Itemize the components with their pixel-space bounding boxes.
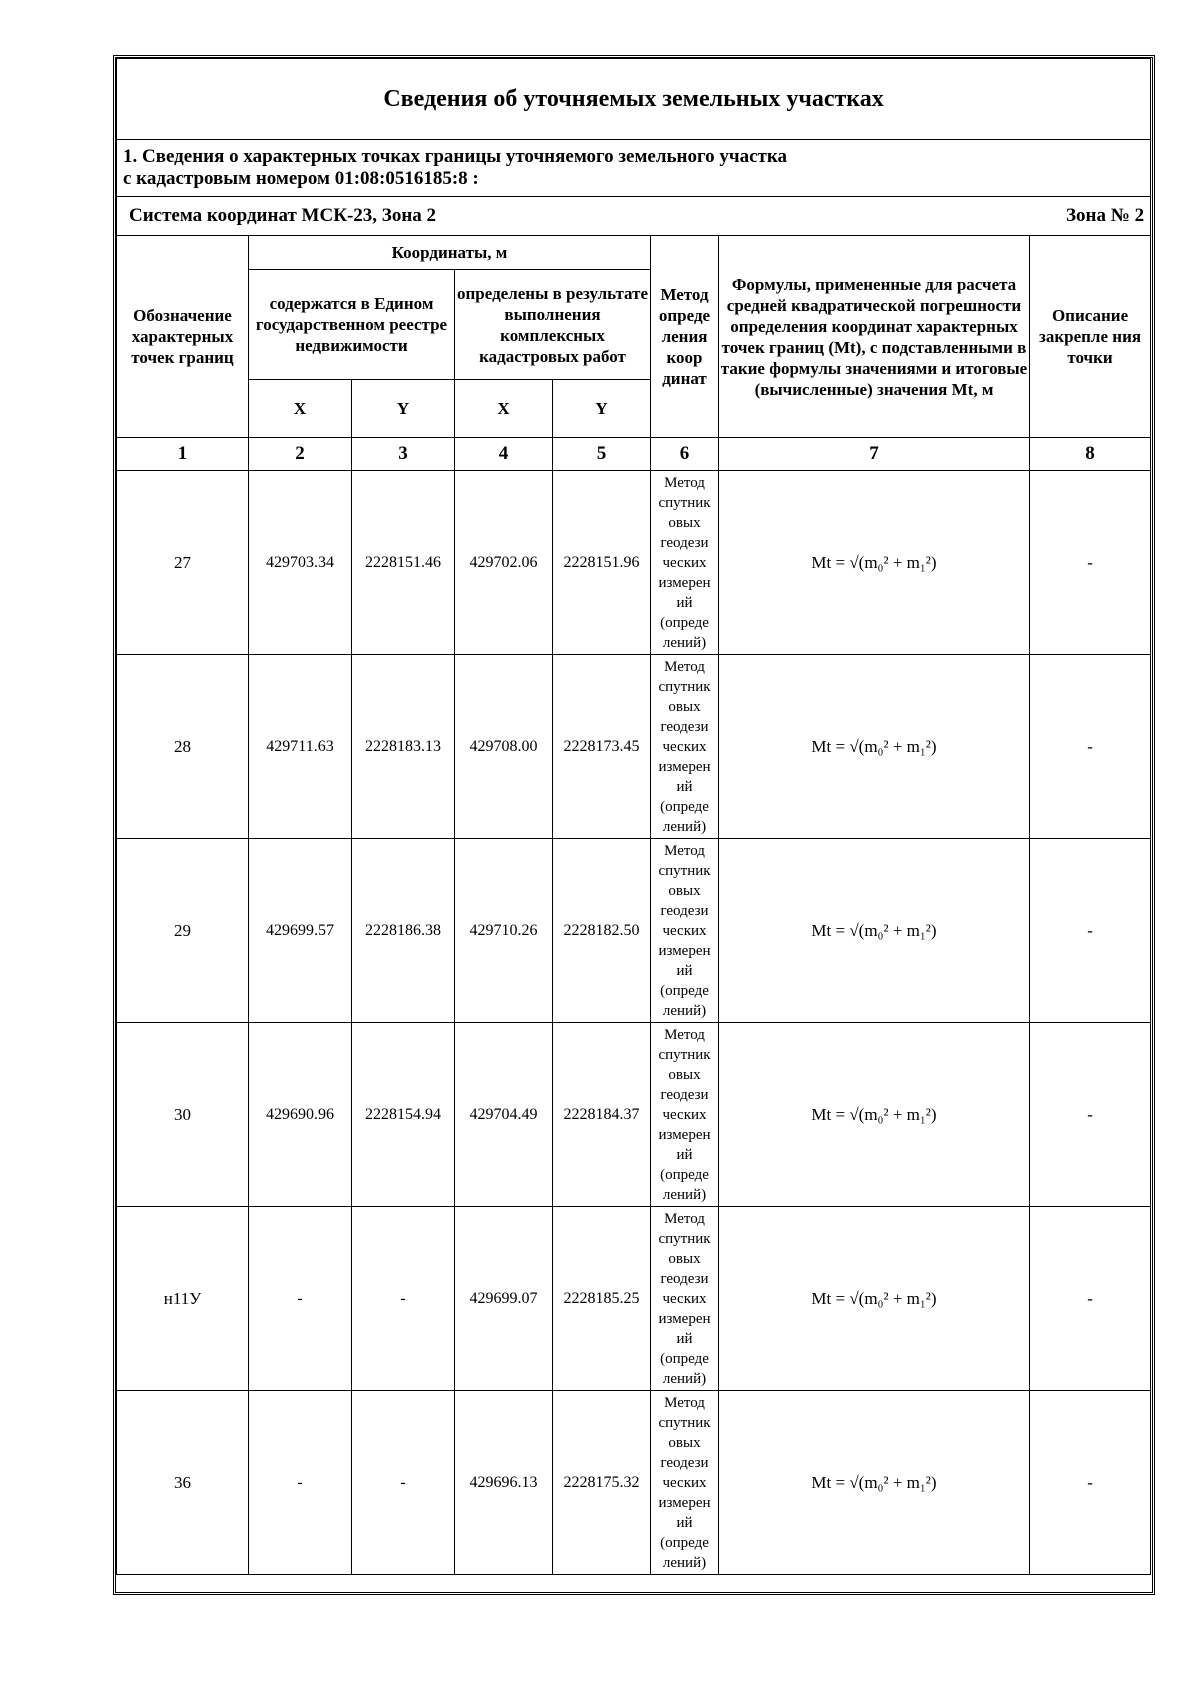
table-row <box>117 839 1151 1023</box>
point-cell: н11У <box>117 1207 249 1391</box>
x2-cell: 429696.13 <box>455 1391 553 1575</box>
formula-cell: Mt = √(m₀² + m₁²) <box>719 1391 1030 1575</box>
page-title: Сведения об уточняемых земельных участках <box>117 59 1151 140</box>
header-x1: X <box>249 380 352 438</box>
header-y1: Y <box>352 380 455 438</box>
col-number: 1 <box>117 438 249 471</box>
method-cell: Метод спутник овых геодези ческих измерен ий (опреде лений) <box>651 1391 719 1575</box>
x2-cell: 429702.06 <box>455 471 553 655</box>
coord-system-row <box>117 197 1151 236</box>
zone-number: Зона № 2 <box>1066 205 1145 226</box>
point-cell: 27 <box>117 471 249 655</box>
table-row <box>117 1391 1151 1575</box>
desc-cell: - <box>1030 1391 1151 1575</box>
table-row <box>117 1207 1151 1391</box>
header-y2: Y <box>553 380 651 438</box>
point-cell: 29 <box>117 839 249 1023</box>
section-line-2: с кадастровым номером 01:08:0516185:8 : <box>123 168 479 189</box>
point-cell: 30 <box>117 1023 249 1207</box>
col-number: 7 <box>719 438 1030 471</box>
formula-cell: Mt = √(m₀² + m₁²) <box>719 471 1030 655</box>
y1-cell: 2228183.13 <box>352 655 455 839</box>
formula-cell: Mt = √(m₀² + m₁²) <box>719 655 1030 839</box>
table-row <box>117 655 1151 839</box>
header-egrn: содержатся в Едином государственном реестре недвижимости <box>249 270 455 380</box>
point-cell: 36 <box>117 1391 249 1575</box>
col-number: 4 <box>455 438 553 471</box>
header-coords: Координаты, м <box>249 236 651 270</box>
y2-cell: 2228184.37 <box>553 1023 651 1207</box>
table-row <box>117 1023 1151 1207</box>
desc-cell: - <box>1030 1207 1151 1391</box>
parcel-table <box>116 58 1151 1589</box>
column-numbers-row <box>117 438 1151 471</box>
col-number: 8 <box>1030 438 1151 471</box>
method-cell: Метод спутник овых геодези ческих измерен ий (опреде лений) <box>651 1207 719 1391</box>
header-x2: X <box>455 380 553 438</box>
y1-cell: 2228186.38 <box>352 839 455 1023</box>
x1-cell: - <box>249 1207 352 1391</box>
x1-cell: 429690.96 <box>249 1023 352 1207</box>
method-cell: Метод спутник овых геодези ческих измерен ий (опреде лений) <box>651 471 719 655</box>
y2-cell: 2228173.45 <box>553 655 651 839</box>
desc-cell: - <box>1030 1023 1151 1207</box>
x2-cell: 429710.26 <box>455 839 553 1023</box>
header-formula: Формулы, примененные для расчета средней квадратической погрешности определения координат характерных точек границ (Mt), с подставленными в такие формулы значениями и итоговые (вычисленные) значения Mt, м <box>719 236 1030 438</box>
header-method: Метод опреде ления коор динат <box>651 236 719 438</box>
desc-cell: - <box>1030 839 1151 1023</box>
x1-cell: 429699.57 <box>249 839 352 1023</box>
document-frame <box>113 55 1155 1595</box>
method-cell: Метод спутник овых геодези ческих измерен ий (опреде лений) <box>651 1023 719 1207</box>
x2-cell: 429699.07 <box>455 1207 553 1391</box>
x1-cell: 429711.63 <box>249 655 352 839</box>
point-cell: 28 <box>117 655 249 839</box>
header-description: Описание закрепле ния точки <box>1030 236 1151 438</box>
section-line-1: 1. Сведения о характерных точках границы уточняемого земельного участка <box>123 146 788 167</box>
y2-cell: 2228151.96 <box>553 471 651 655</box>
method-cell: Метод спутник овых геодези ческих измерен ий (опреде лений) <box>651 839 719 1023</box>
x2-cell: 429708.00 <box>455 655 553 839</box>
col-number: 2 <box>249 438 352 471</box>
desc-cell: - <box>1030 655 1151 839</box>
y1-cell: - <box>352 1207 455 1391</box>
formula-cell: Mt = √(m₀² + m₁²) <box>719 839 1030 1023</box>
y2-cell: 2228182.50 <box>553 839 651 1023</box>
header-point: Обозначение характерных точек границ <box>117 236 249 438</box>
y2-cell: 2228175.32 <box>553 1391 651 1575</box>
coord-system-name: Система координат МСК-23, Зона 2 <box>129 205 437 226</box>
y2-cell: 2228185.25 <box>553 1207 651 1391</box>
table-tail-cell <box>117 1575 1151 1590</box>
x1-cell: - <box>249 1391 352 1575</box>
table-tail <box>117 1575 1151 1590</box>
y1-cell: - <box>352 1391 455 1575</box>
y1-cell: 2228154.94 <box>352 1023 455 1207</box>
table-row <box>117 471 1151 655</box>
desc-cell: - <box>1030 471 1151 655</box>
method-cell: Метод спутник овых геодези ческих измерен ий (опреде лений) <box>651 655 719 839</box>
col-number: 6 <box>651 438 719 471</box>
x1-cell: 429703.34 <box>249 471 352 655</box>
formula-cell: Mt = √(m₀² + m₁²) <box>719 1207 1030 1391</box>
formula-cell: Mt = √(m₀² + m₁²) <box>719 1023 1030 1207</box>
col-number: 3 <box>352 438 455 471</box>
y1-cell: 2228151.46 <box>352 471 455 655</box>
x2-cell: 429704.49 <box>455 1023 553 1207</box>
section-heading <box>117 140 1151 197</box>
header-kkr: определены в результате выполнения комплексных кадастровых работ <box>455 270 651 380</box>
col-number: 5 <box>553 438 651 471</box>
